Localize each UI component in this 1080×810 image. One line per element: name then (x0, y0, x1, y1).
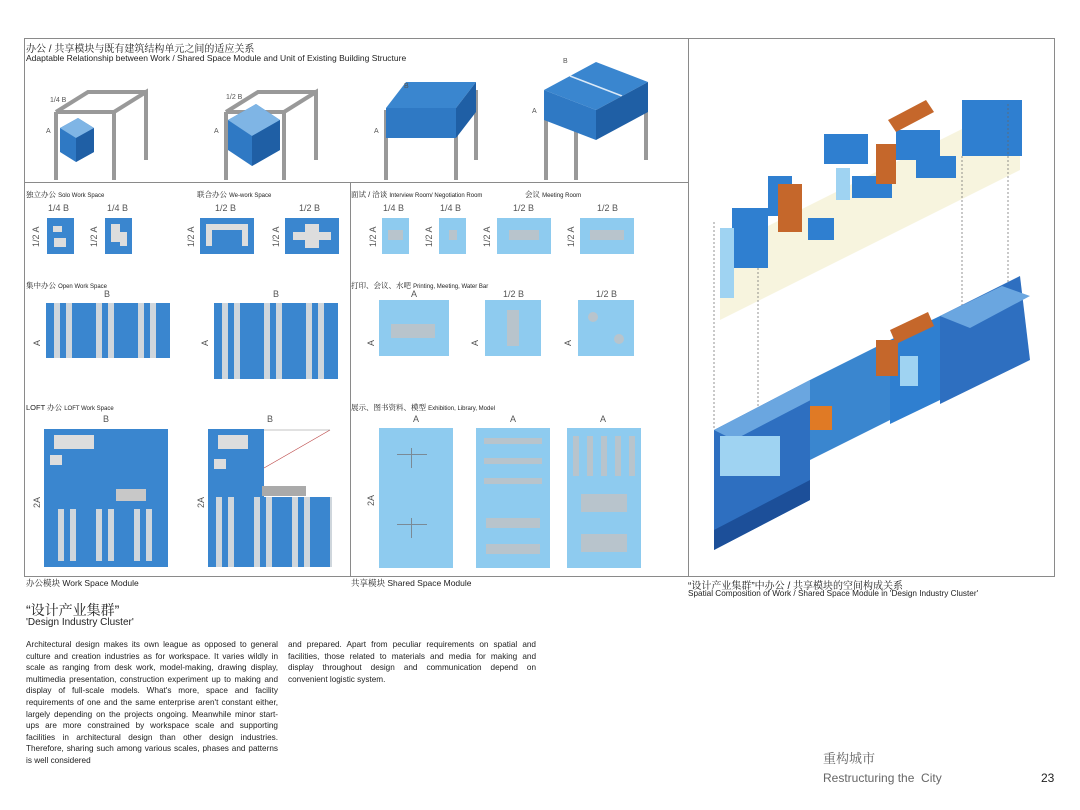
interview-title: 面试 / 洽谈 Interview Room/ Negotiation Room (351, 190, 483, 199)
open-dim-b1: B (104, 289, 111, 299)
axon-diagrams (26, 60, 686, 185)
printing-plan-1 (379, 300, 449, 356)
solo-plan-1 (47, 218, 74, 254)
meeting-dim-h1: 1/2 B (513, 203, 535, 213)
open-plan-1 (46, 303, 170, 358)
axon-label-a3: A (374, 128, 379, 135)
solo-dim-q1: 1/4 B (48, 203, 70, 213)
printing-dim-h2: 1/2 B (596, 289, 618, 299)
exhibition-dim-a3: A (600, 414, 607, 424)
axon-label-a2: A (214, 128, 219, 135)
exhibition-title: 展示、图书资料、模型 Exhibition, Library, Model (351, 403, 496, 412)
open-dim-a1: A (32, 339, 42, 346)
loft-dim-a2: 2A (196, 496, 206, 508)
loft-dim-b1: B (103, 414, 110, 424)
printing-plan-3 (578, 300, 634, 356)
axon-half-module (226, 92, 316, 180)
footer-title-en: Restructuring the City (823, 771, 942, 785)
meeting-plan-1 (497, 218, 551, 254)
wework-dim-a1: 1/2 A (186, 226, 196, 247)
exhibition-dim-2a: 2A (366, 494, 376, 506)
axon-double-module (544, 62, 648, 180)
solo-dim-q2: 1/4 B (107, 203, 129, 213)
axon-label-a4: A (532, 108, 537, 115)
printing-dim-a3: A (563, 339, 573, 346)
loft-plan-1 (44, 429, 168, 567)
interview-dim-q2: 1/4 B (440, 203, 462, 213)
printing-dim-h1: 1/2 B (503, 289, 525, 299)
wework-dim-h2: 1/2 B (299, 203, 321, 213)
meeting-dim-a2: 1/2 A (566, 226, 576, 247)
interview-dim-a1: 1/2 A (368, 226, 378, 247)
axon-full-module (386, 82, 476, 180)
page-number: 23 (1041, 771, 1055, 785)
article-title-en: 'Design Industry Cluster' (26, 617, 134, 628)
footer-title-cn: 重构城市 (823, 751, 876, 766)
shared-caption: 共享模块 Shared Space Module (351, 578, 472, 588)
solo-dim-a1: 1/2 A (31, 226, 41, 247)
loft-plan-2-lower (208, 497, 332, 567)
open-plan-2 (214, 303, 338, 379)
wework-dim-h1: 1/2 B (215, 203, 237, 213)
exhibition-plan-1 (379, 428, 453, 568)
solo-dim-a2: 1/2 A (89, 226, 99, 247)
loft-plan-2-upper (208, 429, 264, 497)
header-title-cn: 办公 / 共享模块与既有建筑结构单元之间的适应关系 (26, 44, 255, 55)
loft-void-lines (262, 428, 342, 498)
interview-plan-2 (439, 218, 466, 254)
printing-plan-2 (485, 300, 541, 356)
exhibition-dim-a1: A (413, 414, 420, 424)
open-dim-b2: B (273, 289, 280, 299)
wework-plan-2 (285, 218, 339, 254)
axon-label-q: 1/4 B (50, 97, 67, 104)
cluster-axon (690, 60, 1050, 560)
spatial-caption-en: Spatial Composition of Work / Shared Space Module in 'Design Industry Cluster' (688, 589, 979, 598)
header-title-en: Adaptable Relationship between Work / Shared Space Module and Unit of Existing Building Structure (26, 53, 407, 63)
printing-dim-a2: A (470, 339, 480, 346)
printing-title: 打印、会议、水吧 Printing, Meeting, Water Bar (351, 281, 489, 290)
solo-plan-2 (105, 218, 132, 254)
spatial-caption-cn: “设计产业集群”中办公 / 共享模块的空间构成关系 (688, 581, 903, 592)
printing-dim-a1: A (366, 339, 376, 346)
wework-title: 联合办公 We-work Space (197, 190, 272, 199)
printing-dim-a: A (411, 289, 418, 299)
exhibition-dim-a2: A (510, 414, 517, 424)
article-title-cn: “设计产业集群” (26, 602, 120, 618)
frame-divider-mid (350, 182, 351, 576)
open-dim-a2: A (200, 339, 210, 346)
interview-dim-a2: 1/2 A (424, 226, 434, 247)
axon-label-a1: A (46, 128, 51, 135)
exhibition-plan-2 (476, 428, 550, 568)
meeting-plan-2 (580, 218, 634, 254)
interview-dim-q1: 1/4 B (383, 203, 405, 213)
wework-plan-1 (200, 218, 254, 254)
meeting-title: 会议 Meeting Room (525, 190, 582, 199)
loft-work-title: LOFT 办公 LOFT Work Space (26, 403, 114, 412)
article-col2: and prepared. Apart from peculiar requirements on spatial and facilities, those related to materials and media for making and display throughout design and communication depend on convenient logistic system. (288, 640, 536, 684)
exhibition-plan-3 (567, 428, 641, 568)
loft-dim-b2: B (267, 414, 274, 424)
axon-quarter-module (56, 92, 146, 180)
axon-label-h: 1/2 B (226, 94, 243, 101)
meeting-dim-h2: 1/2 B (597, 203, 619, 213)
loft-dim-a1: 2A (32, 496, 42, 508)
axon-label-b3: B (404, 83, 409, 90)
wework-dim-a2: 1/2 A (271, 226, 281, 247)
meeting-dim-a1: 1/2 A (482, 226, 492, 247)
interview-plan-1 (382, 218, 409, 254)
open-work-title: 集中办公 Open Work Space (26, 281, 108, 290)
solo-work-title: 独立办公 Solo Work Space (26, 190, 105, 199)
work-caption: 办公模块 Work Space Module (26, 578, 139, 588)
axon-label-b4: B (563, 58, 568, 65)
article-col1: Architectural design makes its own league as opposed to general culture and creation industries as for workspace. It varies wildly in scale as ranging from desk work, model-making, drawing display, multimedia presentation, construction experiment up to making and display of full-scale models. What's more, space and facility requirements of one and the same enterprise aren't constant either, largely depending on the projects ongoing. Meanwhile minor start-ups are more constrained by workspace scale and supporting facilities in architectural design than other design industries. Therefore, sharing such among various scales, phases and patterns is well considered (26, 640, 278, 765)
